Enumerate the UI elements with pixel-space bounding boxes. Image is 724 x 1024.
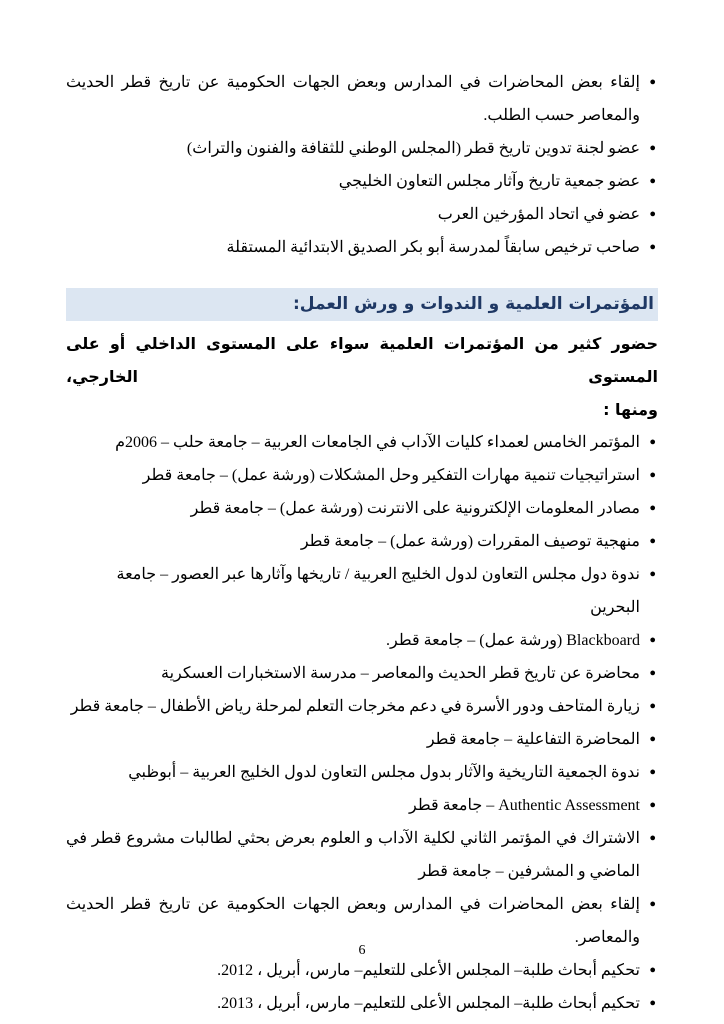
section-intro-line: ومنها : (603, 400, 658, 419)
list-item (66, 690, 658, 723)
list-item-text: المؤتمر الخامس لعمداء كليات الآداب في الجامعات العربية – جامعة حلب – 2006م (115, 434, 640, 451)
list-item-text: تحكيم أبحاث طلبة– المجلس الأعلى للتعليم– مارس، أبريل ، 2013. (217, 995, 640, 1012)
bullet-icon: ● (649, 898, 656, 910)
section-heading: المؤتمرات العلمية و الندوات و ورش العمل: (66, 288, 658, 321)
list-item (66, 165, 658, 198)
bullet-icon: ● (649, 733, 656, 745)
list-item-text: الاشتراك في المؤتمر الثاني لكلية الآداب و العلوم بعرض بحثي لطالبات مشروع قطر في الماضي و المشرفين – جامعة قطر (66, 830, 640, 880)
list-item (66, 558, 658, 624)
list-item-text: عضو في اتحاد المؤرخين العرب (437, 206, 640, 223)
list-item-text: منهجية توصيف المقررات (ورشة عمل) – جامعة قطر (300, 533, 640, 550)
list-item-text: Authentic Assessment – جامعة قطر (409, 797, 640, 814)
list-item (66, 657, 658, 690)
list-item-text: المحاضرة التفاعلية – جامعة قطر (426, 731, 640, 748)
bullet-icon: ● (649, 76, 656, 88)
list-item-text: ندوة دول مجلس التعاون لدول الخليج العربية / تاريخها وآثارها عبر العصور – جامعة البحرين (116, 566, 640, 616)
list-item (66, 624, 658, 657)
bullet-icon: ● (649, 241, 656, 253)
bullet-icon: ● (649, 208, 656, 220)
list-item (66, 231, 658, 264)
section-intro-line: حضور كثير من المؤتمرات العلمية سواء على المستوى الداخلي أو على المستوى الخارجي، (66, 334, 658, 386)
list-item-text: Blackboard (ورشة عمل) – جامعة قطر. (386, 632, 640, 649)
bullet-icon: ● (649, 175, 656, 187)
list-item-text: إلقاء بعض المحاضرات في المدارس وبعض الجهات الحكومية عن تاريخ قطر الحديث والمعاصر حسب الطلب. (66, 74, 640, 124)
bullet-icon: ● (649, 667, 656, 679)
list-item-text: مصادر المعلومات الإلكترونية على الانترنت (ورشة عمل) – جامعة قطر (190, 500, 640, 517)
bullet-icon: ● (649, 700, 656, 712)
bullet-icon: ● (649, 964, 656, 976)
list-item (66, 198, 658, 231)
list-item (66, 987, 658, 1020)
list-item (66, 723, 658, 756)
list-item (66, 132, 658, 165)
section-intro (66, 327, 658, 426)
bullet-icon: ● (649, 469, 656, 481)
bullet-icon: ● (649, 535, 656, 547)
list-item-text: محاضرة عن تاريخ قطر الحديث والمعاصر – مدرسة الاستخبارات العسكرية (160, 665, 640, 682)
list-item (66, 525, 658, 558)
bullet-icon: ● (649, 766, 656, 778)
list-item-text: تحكيم أبحاث طلبة– المجلس الأعلى للتعليم– مارس، أبريل ، 2012. (217, 962, 640, 979)
list-item-text: ندوة الجمعية التاريخية والآثار بدول مجلس التعاون لدول الخليج العربية – أبوظبي (128, 764, 640, 781)
list-item (66, 822, 658, 888)
bullet-icon: ● (649, 799, 656, 811)
list-item-text: عضو لجنة تدوين تاريخ قطر (المجلس الوطني للثقافة والفنون والتراث) (186, 140, 640, 157)
list-item (66, 66, 658, 132)
list-item (66, 789, 658, 822)
list-item (66, 459, 658, 492)
conferences-list (66, 426, 658, 1020)
memberships-list (66, 66, 658, 264)
list-item (66, 426, 658, 459)
bullet-icon: ● (649, 997, 656, 1009)
list-item-text: إلقاء بعض المحاضرات في المدارس وبعض الجهات الحكومية عن تاريخ قطر الحديث والمعاصر. (66, 896, 640, 946)
bullet-icon: ● (649, 568, 656, 580)
page-content (66, 66, 658, 1020)
list-item-text: صاحب ترخيص سابقاً لمدرسة أبو بكر الصديق الابتدائية المستقلة (226, 239, 640, 256)
list-item-text: عضو جمعية تاريخ وآثار مجلس التعاون الخليجي (338, 173, 640, 190)
bullet-icon: ● (649, 634, 656, 646)
list-item (66, 756, 658, 789)
list-item-text: استراتيجيات تنمية مهارات التفكير وحل المشكلات (ورشة عمل) – جامعة قطر (142, 467, 640, 484)
bullet-icon: ● (649, 436, 656, 448)
bullet-icon: ● (649, 142, 656, 154)
bullet-icon: ● (649, 832, 656, 844)
list-item-text: زيارة المتاحف ودور الأسرة في دعم مخرجات التعلم لمرحلة رياض الأطفال – جامعة قطر (70, 698, 640, 715)
page-number: 6 (358, 943, 366, 958)
bullet-icon: ● (649, 502, 656, 514)
list-item (66, 492, 658, 525)
